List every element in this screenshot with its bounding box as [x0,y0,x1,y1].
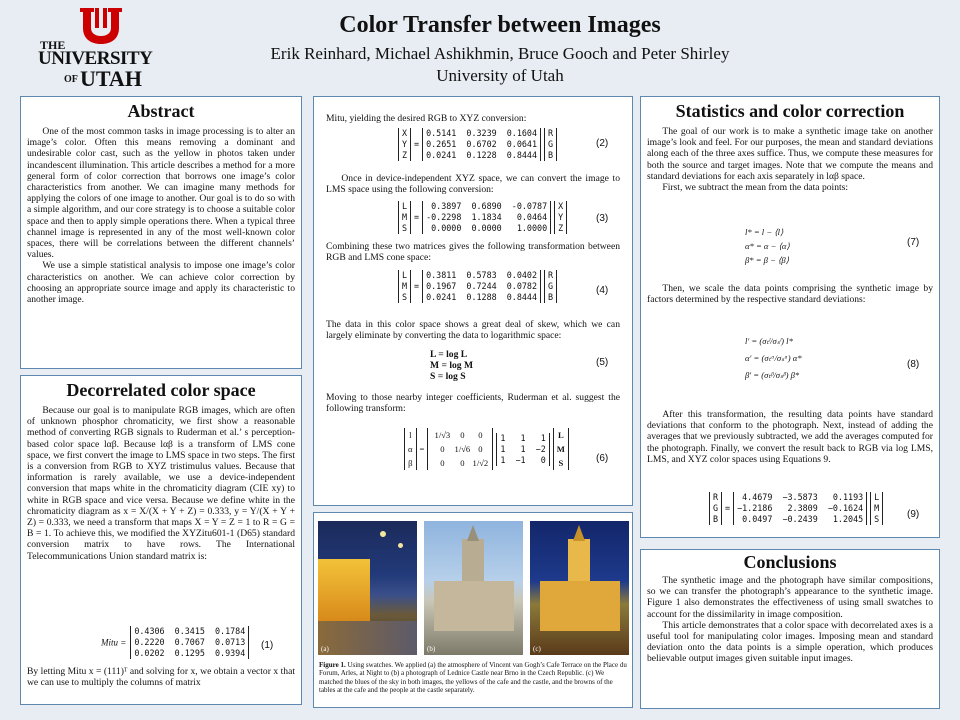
integer-matrix: 1 1 1 1 1 −2 1 −1 0 [496,433,549,466]
middle-combine-text: Combining these two matrices gives the following transformation between RGB and LMS cone space: [326,241,620,264]
castle-wing [540,581,620,631]
star [398,543,403,548]
decorrelated-title: Decorrelated color space [66,380,256,400]
scale-row: α′ = (σₜᵅ/σₛᵅ) α* [745,353,802,363]
statistics-paragraph-2: First, we subtract the mean from the data points: [662,182,849,194]
mean-row: l* = l − ⟨l⟩ [745,227,784,237]
log-row: M = log M [430,360,474,371]
equation-4: L M S = 0.3811 0.5783 0.0402 0.1967 0.7244 0.0782 0.0241 0.1288 0.8444 R G B [398,270,557,303]
castle-roof [573,525,585,541]
equation-number-9: (9) [907,509,920,520]
castle-wing [434,581,514,631]
mitu-matrix [130,626,249,659]
abstract-panel [20,96,302,369]
statistics-title: Statistics and color correction [675,101,905,121]
scale-row: β′ = (σₜᵝ/σₛᵝ) β* [745,370,800,380]
equation-number-4: (4) [596,285,609,296]
equation-5 [430,349,473,382]
middle-lms-text: Once in device-independent XYZ space, we can convert the image to LMS space using the following conversion: [326,173,620,196]
equation-9: R G B = 4.4679 −3.5873 0.1193 −1.2186 2.3809 −0.1624 0.0497 −0.2439 1.2045 L M S [709,492,883,525]
lms-vector: L M S [398,270,411,303]
xyz-to-lms-matrix: 0.3897 0.6890 -0.0787 -0.2298 1.1834 0.0464 0.0000 0.0000 1.0000 [422,201,551,234]
statistics-paragraph-1: The goal of our work is to make a synthetic image take on another image’s look and feel. For our purposes, the mean and standard deviations along each of the three axes suffice. Thus, we compute these measures for both the source and target images. Note that we compute the means and standard deviations for each axis separately in lαβ space. [647,126,933,182]
decorrelated-paragraph-1: Because our goal is to manipulate RGB images, which are often of unknown phosphor chromaticity, we first show a reasonable method of converting RGB signals to Ruderman et al.’ s perception-based color space lαβ. Because lαβ is a transform of LMS cone space, we first convert the image to LMS space in two steps. The first is a conversion from RGB to XYZ tristimulus values. Because that information is rarely available, we use a device-independent conversion that maps white in the chromaticity diagram (CIE xy) to white in RGB space and vice versa. Because we define white in the chromaticity diagram as x = X/(X + Y + Z) = 0.333, y = Y/(X + Y + Z) = 0.333, we need a transform that maps X = Y = Z = 1 to R = G = B = 1. To achieve this, we modified the XYZitu601-1 (D65) standard conversion matrix to have rows. The International Telecommunications Union standard matrix is: [27,405,295,562]
middle-intro: Mitu, yielding the desired RGB to XYZ conversion: [326,113,527,124]
scale-row: l′ = (σₜˡ/σₛˡ) l* [745,336,793,346]
logo-utah: UTAH [80,66,142,91]
matrix-row: 0.0202 0.1295 0.9394 [134,648,246,658]
lms-to-rgb-matrix: 4.4679 −3.5873 0.1193 −1.2186 2.3809 −0.1624 0.0497 −0.2439 1.2045 [733,492,867,525]
equation-3: L M S = 0.3897 0.6890 -0.0787 -0.2298 1.1834 0.0464 0.0000 0.0000 1.0000 X Y Z [398,201,567,234]
equation-6: l α β = 1/√3 0 0 0 1/√6 0 0 0 1/√2 1 1 1 1 1 −2 1 −1 0 L M S [404,428,569,470]
mean-row: α* = α − ⟨α⟩ [745,241,790,251]
log-row: S = log S [430,371,466,382]
abstract-title: Abstract [127,101,195,121]
figure-image-a [318,521,417,655]
decorrelated-paragraph-2: By letting Mitu x = (111)ᵀ and solving for x, we obtain a vector x that we can use to multiply the columns of matrix [27,666,295,689]
equation-8 [745,333,802,384]
matrix-row: 0.2220 0.7067 0.0713 [134,637,246,647]
statistics-panel [640,96,940,538]
mean-row: β* = β − ⟨β⟩ [745,255,790,265]
equation-1 [101,626,249,659]
conclusions-paragraph-1: The synthetic image and the photograph have similar compositions, so we can transfer the photograph’s appearance to the synthetic image. Figure 1 also demonstrates the effectiveness of using small swatches to account for the dissimilarity in image composition. [647,575,933,620]
equation-number-2: (2) [596,138,609,149]
conclusions-paragraph-2: This article demonstrates that a color space with decorrelated axes is a useful tool for manipulating color images. Imposing mean and standard deviation onto the data points is a simple operation, which produces believable output images given suitable input images. [647,619,933,665]
rgb-vector: R G B [709,492,722,525]
middle-skew-text: The data in this color space shows a great deal of skew, which we can largely eliminate by converting the data to logarithmic space: [326,319,620,342]
poster-title: Color Transfer between Images [339,12,661,38]
poster-affiliation: University of Utah [436,66,564,85]
conclusions-title: Conclusions [743,552,837,572]
equation-number-8: (8) [907,359,920,370]
equation-7 [745,225,790,267]
rgb-vector: R G B [544,128,557,161]
castle-roof [467,525,479,541]
equation-number-3: (3) [596,213,609,224]
matrix-row: 0.4306 0.3415 0.1784 [134,626,246,636]
sub-label-b: (b) [427,645,436,653]
log-row: L = log L [430,349,468,360]
lab-vector: l α β [404,428,417,470]
lms-vector: L M S [398,201,411,234]
sub-label-a: (a) [321,645,329,653]
figure-caption-text: Using swatches. We applied (a) the atmosphere of Vincent van Gogh’s Cafe Terrace on the Place du Forum, Arles, at Night to (b) a photograph of Lednice Castle near Brno in the Czech Republic. (c) We matched the blues of the sky in both images, the yellows of the cafe and the castle, and the browns of the tables at the cafe and the people at the castle separately. [319,661,627,695]
decorrelated-panel [20,375,302,705]
university-logo [34,6,164,91]
equation-number-6: (6) [596,453,609,464]
xyz-vector: X Y Z [554,201,567,234]
abstract-paragraph-2: We use a simple statistical analysis to impose one image’s color characteristics on another. We can achieve color correction by choosing an appropriate source image and apply its characteristic to another image. [27,260,295,306]
cafe-awning [318,559,370,621]
equation-2: X Y Z = 0.5141 0.3239 0.1604 0.2651 0.6702 0.0641 0.0241 0.1228 0.8444 R G B [398,128,557,161]
figure-image-c [530,521,629,655]
sub-label-c: (c) [533,645,541,653]
figure-caption-label: Figure 1. [319,661,346,669]
xyz-vector: X Y Z [398,128,411,161]
statistics-paragraph-3: Then, we scale the data points comprising the synthetic image by factors determined by the respective standard deviations: [647,283,933,306]
figure-image-b [424,521,523,655]
lms-log-vector: L M S [553,428,569,470]
rgb-to-xyz-matrix: 0.5141 0.3239 0.1604 0.2651 0.6702 0.0641 0.0241 0.1228 0.8444 [422,128,541,161]
middle-ruderman-text: Moving to those nearby integer coefficients, Ruderman et al. suggest the following transform: [326,392,620,415]
poster-authors: Erik Reinhard, Michael Ashikhmin, Bruce Gooch and Peter Shirley [270,44,730,63]
star [380,531,386,537]
mitu-label: Mitu = [101,637,127,648]
equation-number-1: (1) [261,640,274,651]
conclusions-panel [640,549,940,709]
rgb-to-lms-matrix: 0.3811 0.5783 0.0402 0.1967 0.7244 0.0782 0.0241 0.1288 0.8444 [422,270,541,303]
rgb-vector: R G B [544,270,557,303]
logo-the: THE [40,38,66,52]
statistics-paragraph-4: After this transformation, the resulting data points have standard deviations that conform to the photograph. Next, instead of adding the averages that we previously subtracted, we add the averages computed for the photograph. Finally, we convert the result back to RGB via log LMS, LMS, and XYZ color spaces using Equations 9. [647,409,933,465]
figure-panel [313,512,633,708]
equation-number-7: (7) [907,237,920,248]
utah-u-logo-icon [78,6,124,46]
logo-of: OF [64,74,78,85]
logo-university: UNIVERSITY [38,48,153,69]
equation-number-5: (5) [596,357,609,368]
diag-matrix: 1/√3 0 0 0 1/√6 0 0 0 1/√2 [427,428,493,470]
abstract-paragraph-1: One of the most common tasks in image processing is to alter an image’s color. Often this means removing a dominant and undesirable color cast, such as the yellow in photos taken under incandescent illumination. This article describes a method for a more general form of color correction that borrows one image’s color characteristics from another. We can imagine many methods for applying the colors of one image to another. Our goal is to do so with a simple algorithm, and our core strategy is to choose a suitable color space and then to apply simple operations there. When a typical three channel image is represented in any of the most well-known color spaces, there will be correlations between the different channels’ values. [27,126,295,261]
figure-caption [319,661,629,695]
lms-vector: L M S [870,492,883,525]
street [318,621,417,655]
middle-panel [313,96,633,506]
